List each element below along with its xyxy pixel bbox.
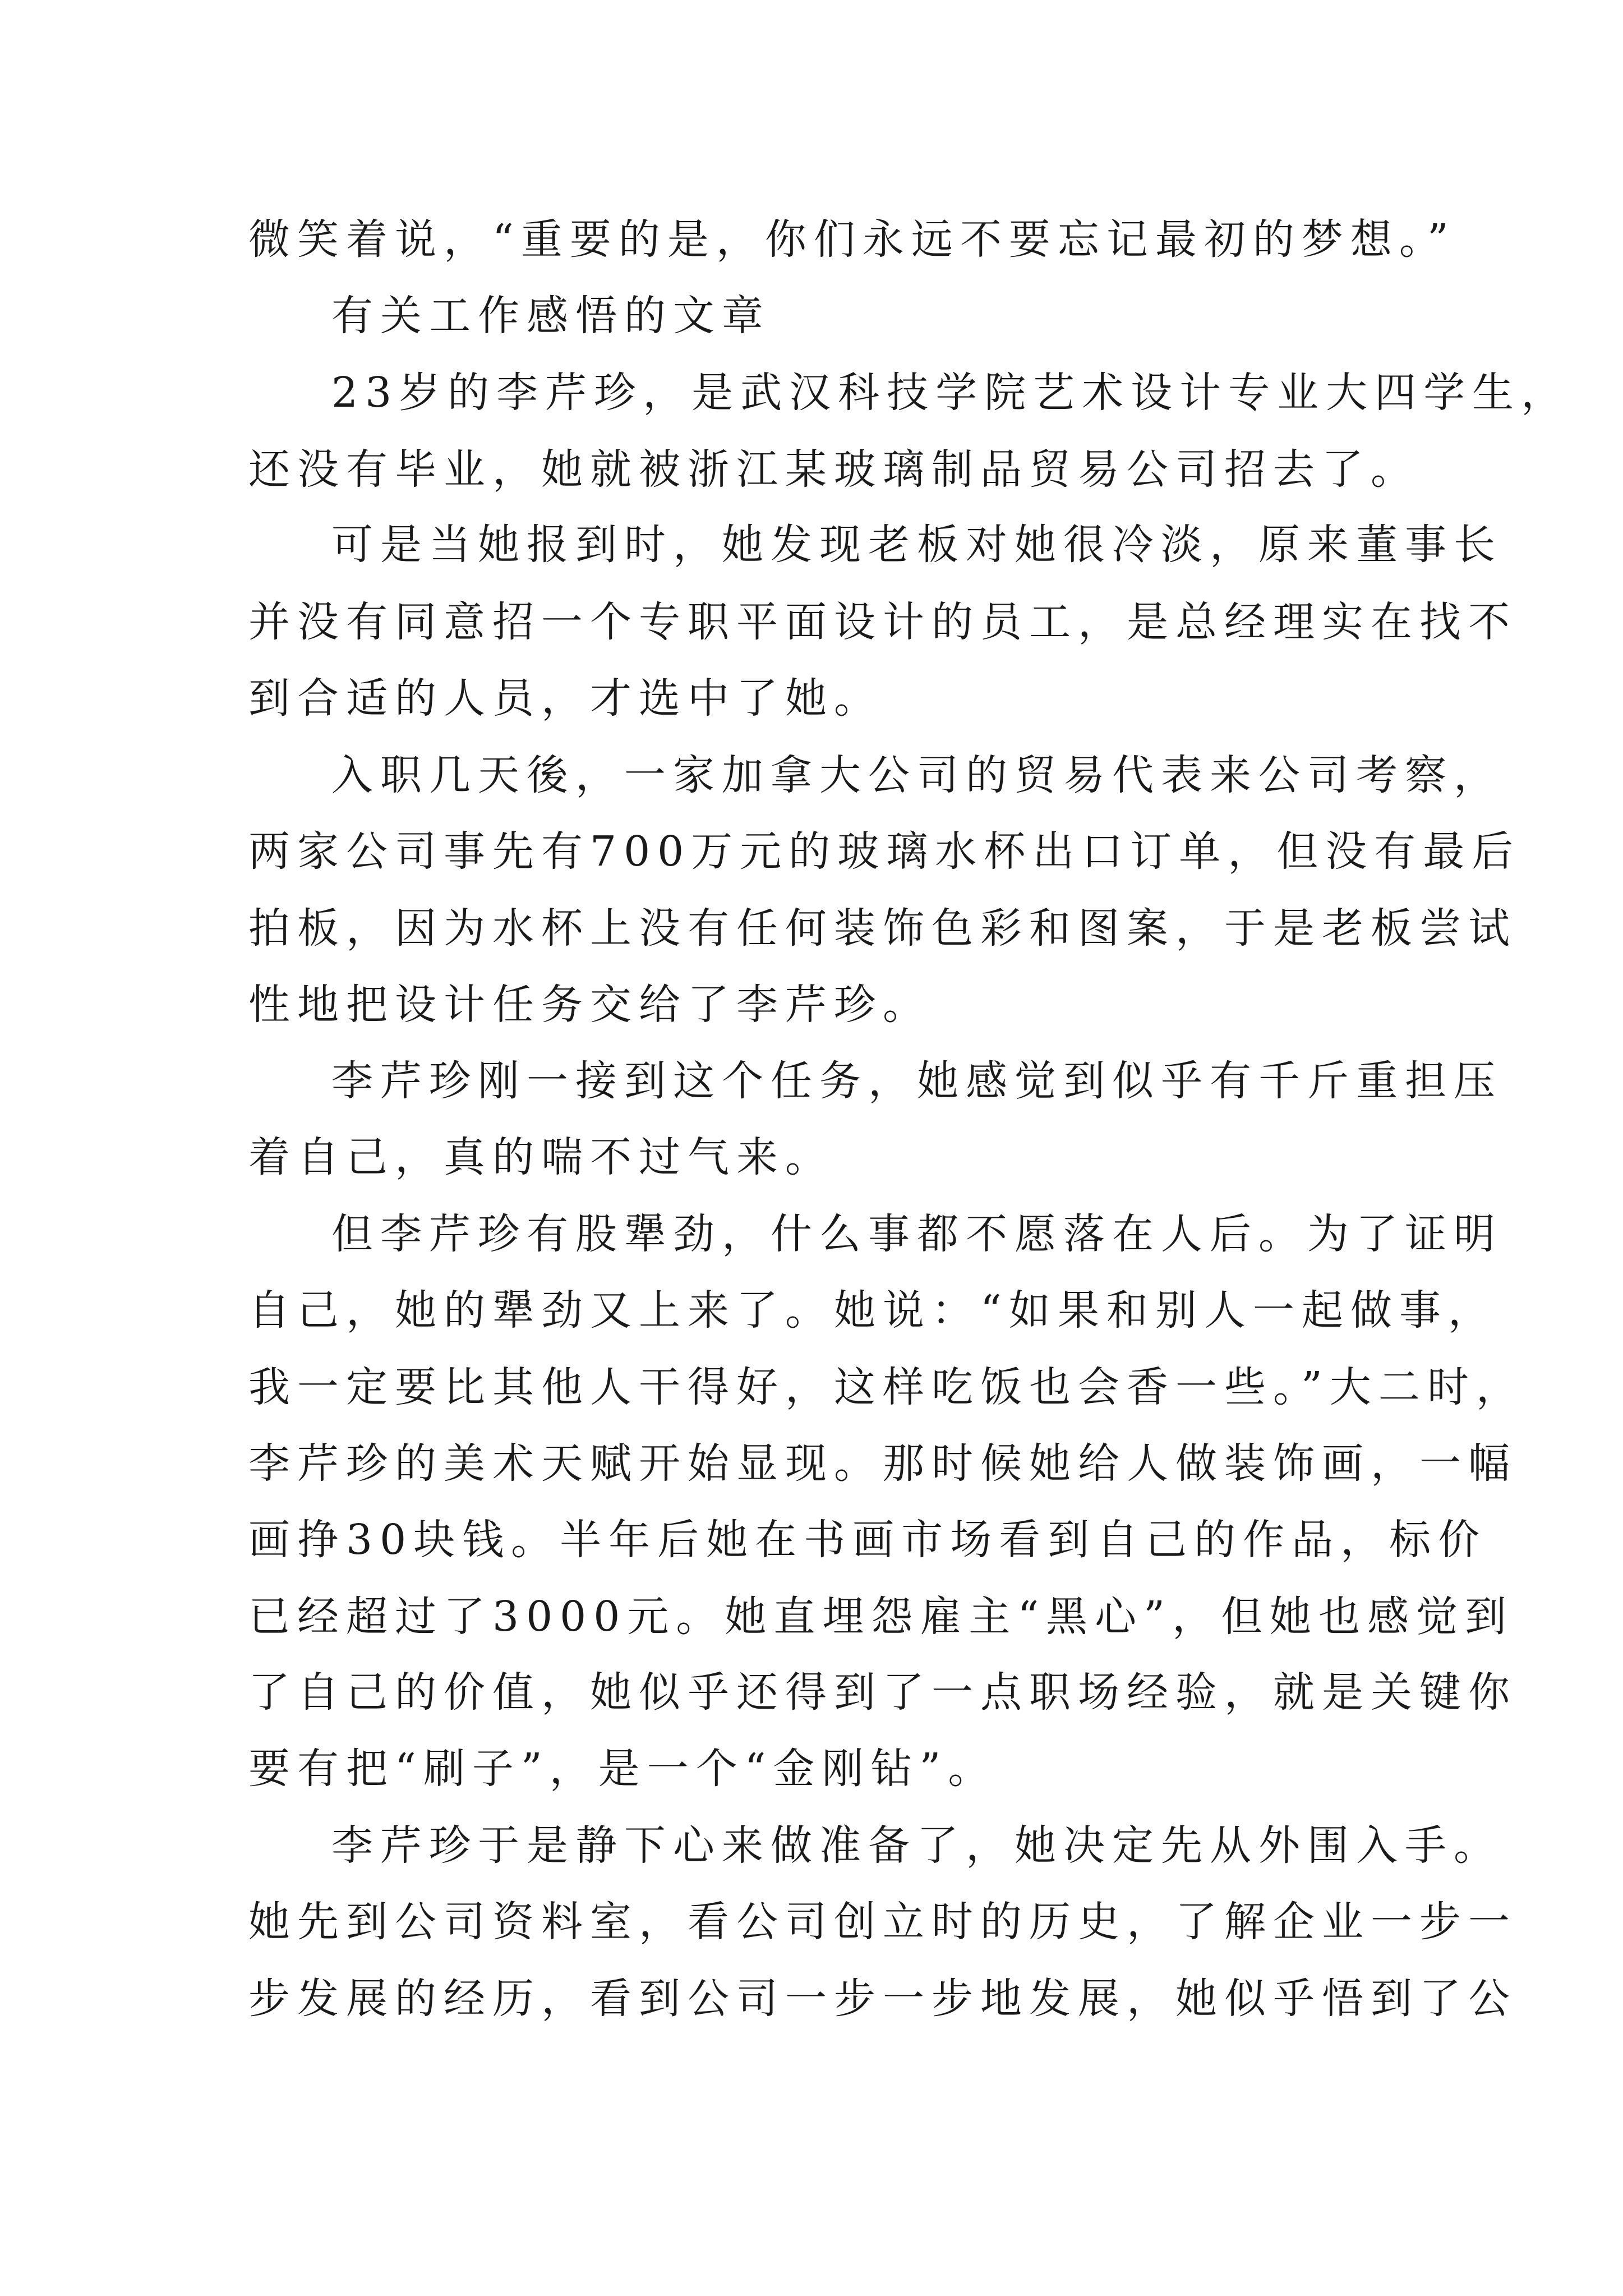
paragraph-line: 但李芹珍有股犟劲，什么事都不愿落在人后。为了证明 <box>331 1210 1502 1258</box>
paragraph-line: 可是当她报到时，她发现老板对她很冷淡，原来董事长 <box>331 521 1502 569</box>
paragraph-line: 画挣30块钱。半年后她在书画市场看到自己的作品，标价 <box>248 1516 1487 1564</box>
paragraph-line: 已经超过了3000元。她直埋怨雇主“黑心”，但她也感觉到 <box>248 1593 1514 1641</box>
paragraph-line: 性地把设计任务交给了李芹珍。 <box>248 981 932 1029</box>
paragraph-line: 入职几天後，一家加拿大公司的贸易代表来公司考察， <box>331 751 1502 799</box>
paragraph-line: 23岁的李芹珍，是武汉科技学院艺术设计专业大四学生， <box>331 369 1570 417</box>
paragraph-line: 李芹珍于是静下心来做准备了，她决定先从外围入手。 <box>331 1821 1502 1870</box>
paragraph-line: 自己，她的犟劲又上来了。她说：“如果和别人一起做事， <box>248 1286 1497 1335</box>
paragraph-line: 还没有毕业，她就被浙江某玻璃制品贸易公司招去了。 <box>248 445 1419 494</box>
paragraph-line: 我一定要比其他人干得好，这样吃饭也会香一些。”大二时， <box>248 1363 1525 1411</box>
paragraph-line: 她先到公司资料室，看公司创立时的历史，了解企业一步一 <box>248 1898 1517 1946</box>
section-heading: 有关工作感悟的文章 <box>331 292 771 340</box>
paragraph-line: 拍板，因为水杯上没有任何装饰色彩和图案，于是老板尝试 <box>248 904 1517 953</box>
paragraph-line: 李芹珍的美术天赋开始显现。那时候她给人做装饰画，一幅 <box>248 1439 1517 1488</box>
paragraph-line: 并没有同意招一个专职平面设计的员工，是总经理实在找不 <box>248 598 1517 646</box>
paragraph-line: 李芹珍刚一接到这个任务，她感觉到似乎有千斤重担压 <box>331 1057 1502 1105</box>
paragraph-line: 步发展的经历，看到公司一步一步地发展，她似乎悟到了公 <box>248 1975 1517 2023</box>
paragraph-line <box>0 2047 1623 2103</box>
paragraph-line: 两家公司事先有700万元的玻璃水杯出口订单，但没有最后 <box>248 827 1521 876</box>
paragraph-line: 要有把“刷子”，是一个“金刚钻”。 <box>248 1745 997 1793</box>
paragraph-line: 着自己，真的喘不过气来。 <box>248 1133 834 1181</box>
paragraph-line: 微笑着说，“重要的是，你们永远不要忘记最初的梦想。” <box>248 215 1456 264</box>
paragraph-line: 了自己的价值，她似乎还得到了一点职场经验，就是关键你 <box>248 1668 1517 1717</box>
paragraph-line: 到合适的人员，才选中了她。 <box>248 674 883 723</box>
